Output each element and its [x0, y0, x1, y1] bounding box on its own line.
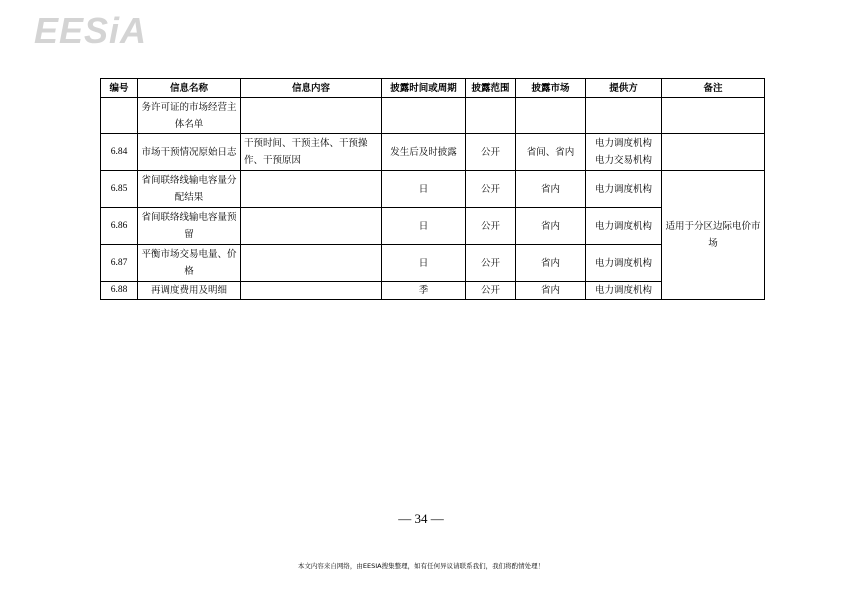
cell-provider: 电力调度机构	[586, 282, 662, 300]
cell-name: 再调度费用及明细	[138, 282, 241, 300]
header-provider: 提供方	[586, 79, 662, 98]
cell-market	[516, 98, 586, 134]
header-market: 披露市场	[516, 79, 586, 98]
cell-time	[382, 98, 466, 134]
footer-disclaimer: 本文内容来自网络，由EESIA搜集整理，如有任何异议请联系我们，我们将酌情处理！	[297, 562, 545, 570]
cell-content: 干预时间、干预主体、干预操作、干预原因	[241, 134, 382, 171]
cell-no	[101, 98, 138, 134]
cell-time: 发生后及时披露	[382, 134, 466, 171]
cell-time: 日	[382, 171, 466, 208]
header-scope: 披露范围	[466, 79, 516, 98]
table-header-row	[101, 79, 765, 98]
cell-provider: 电力调度机构	[586, 245, 662, 282]
cell-provider: 电力调度机构	[586, 171, 662, 208]
cell-name: 省间联络线输电容量分配结果	[138, 171, 241, 208]
header-name: 信息名称	[138, 79, 241, 98]
cell-scope: 公开	[466, 282, 516, 300]
header-note: 备注	[662, 79, 765, 98]
cell-provider: 电力调度机构	[586, 208, 662, 245]
table-row	[101, 134, 765, 171]
cell-no: 6.88	[101, 282, 138, 300]
cell-provider	[586, 98, 662, 134]
cell-name: 务许可证的市场经营主体名单	[138, 98, 241, 134]
cell-no: 6.86	[101, 208, 138, 245]
merged-note-cell: 适用于分区边际电价市场	[662, 171, 765, 300]
table-row	[101, 98, 765, 134]
cell-name: 平衡市场交易电量、价格	[138, 245, 241, 282]
cell-note	[662, 98, 765, 134]
cell-time: 日	[382, 245, 466, 282]
disclosure-table	[100, 78, 765, 300]
cell-scope	[466, 98, 516, 134]
cell-content	[241, 171, 382, 208]
header-no: 编号	[101, 79, 138, 98]
cell-market: 省内	[516, 208, 586, 245]
cell-no: 6.85	[101, 171, 138, 208]
cell-scope: 公开	[466, 134, 516, 171]
cell-content	[241, 245, 382, 282]
cell-scope: 公开	[466, 208, 516, 245]
cell-no: 6.87	[101, 245, 138, 282]
cell-content	[241, 282, 382, 300]
cell-note	[662, 134, 765, 171]
cell-scope: 公开	[466, 171, 516, 208]
cell-no: 6.84	[101, 134, 138, 171]
cell-name: 省间联络线输电容量预留	[138, 208, 241, 245]
eesia-logo: EESiA	[34, 10, 148, 51]
cell-market: 省内	[516, 282, 586, 300]
cell-content	[241, 208, 382, 245]
cell-market: 省间、省内	[516, 134, 586, 171]
cell-market: 省内	[516, 245, 586, 282]
cell-time: 季	[382, 282, 466, 300]
cell-scope: 公开	[466, 245, 516, 282]
cell-name: 市场干预情况原始日志	[138, 134, 241, 171]
table-row	[101, 171, 765, 208]
header-time: 披露时间或周期	[382, 79, 466, 98]
header-content: 信息内容	[241, 79, 382, 98]
cell-provider: 电力调度机构 电力交易机构	[586, 134, 662, 171]
cell-time: 日	[382, 208, 466, 245]
page-number: — 34 —	[398, 511, 444, 526]
cell-market: 省内	[516, 171, 586, 208]
cell-content	[241, 98, 382, 134]
